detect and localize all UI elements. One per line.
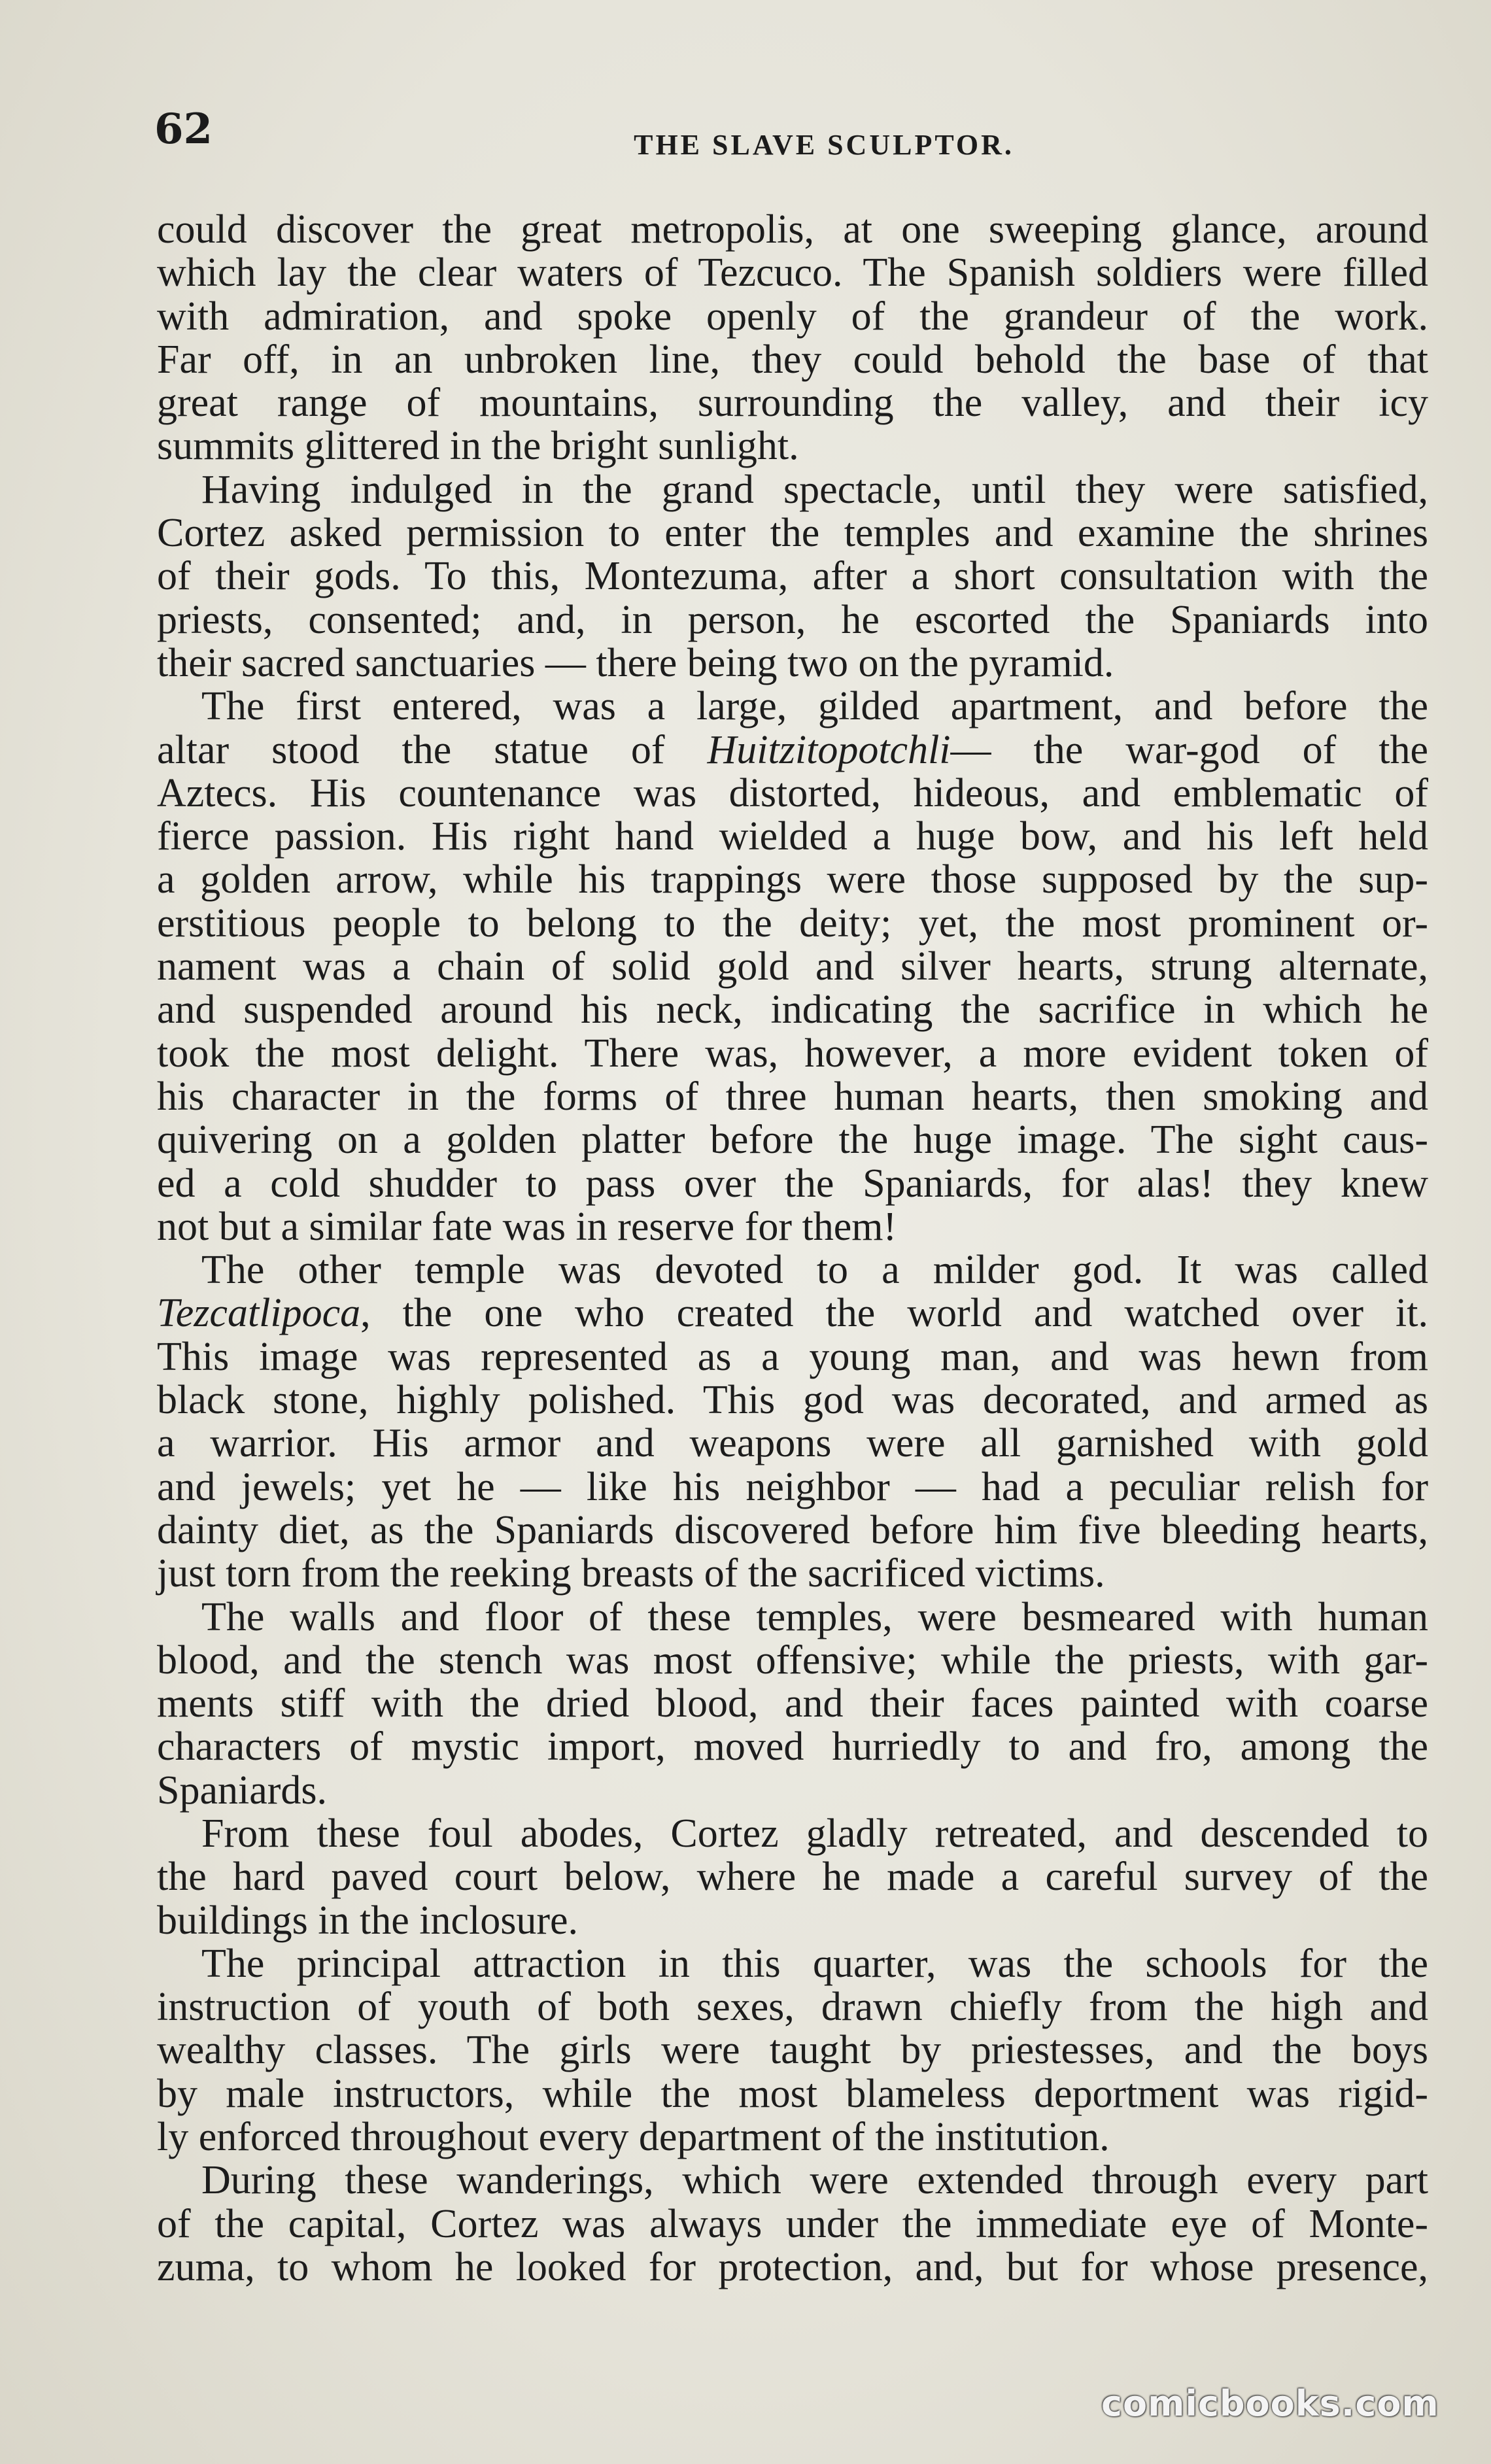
deity-name: Tezcatlipoca <box>157 1291 361 1336</box>
text-line: which lay the clear waters of Tezcuco. The Spanish soldiers were filled <box>157 250 1428 296</box>
text-line: Cortez asked permission to enter the temples and examine the shrines <box>157 511 1428 556</box>
text-line: buildings in the inclosure. <box>157 1898 579 1943</box>
text-line: by male instructors, while the most blameless deportment was rigid- <box>157 2071 1428 2116</box>
text-line: Having indulged in the grand spectacle, until they were satisfied, <box>201 467 1428 512</box>
text-line: The walls and floor of these temples, were besmeared with human <box>201 1594 1428 1639</box>
text-line: a warrior. His armor and weapons were all garnished with gold <box>157 1421 1428 1466</box>
text-line: The first entered, was a large, gilded apartment, and before the <box>201 684 1428 729</box>
text-line: of the capital, Cortez was always under the immediate eye of Monte- <box>157 2201 1428 2246</box>
text-line: erstitious people to belong to the deity; yet, the most prominent or- <box>157 900 1428 946</box>
text-line: their sacred sanctuaries — there being two on the pyramid. <box>157 640 1114 685</box>
text-line: ly enforced throughout every department of the institution. <box>157 2115 1110 2160</box>
text-line: Far off, in an unbroken line, they could behold the base of that <box>157 337 1428 382</box>
text-line <box>157 1292 1428 1335</box>
text-line: This image was represented as a young man, and was hewn from <box>157 1334 1428 1379</box>
watermark: comicbooks.com <box>1101 2383 1439 2424</box>
text-line: and jewels; yet he — like his neighbor — had a peculiar relish for <box>157 1464 1428 1509</box>
text-line: not but a similar fate was in reserve for them! <box>157 1204 897 1249</box>
text-line: zuma, to whom he looked for protection, and, but for whose presence, <box>157 2244 1428 2289</box>
text-segment: — the war-god of the <box>950 727 1429 772</box>
deity-name: Huitzitopotchli <box>707 727 951 772</box>
text-line: black stone, highly polished. This god was decorated, and armed as <box>157 1378 1428 1423</box>
text-line: characters of mystic import, moved hurriedly to and fro, among the <box>157 1724 1428 1770</box>
text-segment: altar stood the statue of <box>157 727 665 772</box>
text-line <box>157 728 1428 772</box>
text-line: ed a cold shudder to pass over the Spaniards, for alas! they knew <box>157 1161 1428 1206</box>
text-line: wealthy classes. The girls were taught by priestesses, and the boys <box>157 2028 1428 2073</box>
text-line: The principal attraction in this quarter, was the schools for the <box>201 1941 1428 1986</box>
running-head: THE SLAVE SCULPTOR. <box>634 129 1014 161</box>
text-line: great range of mountains, surrounding the valley, and their icy <box>157 381 1428 426</box>
page-number: 62 <box>154 105 213 154</box>
text-line: and suspended around his neck, indicating the sacrifice in which he <box>157 987 1428 1033</box>
text-line: Spaniards. <box>157 1768 328 1813</box>
text-line: blood, and the stench was most offensive; while the priests, with gar- <box>157 1637 1428 1683</box>
text-segment: , the one who created the world and watched over it. <box>360 1291 1428 1336</box>
text-line: nament was a chain of solid gold and silver hearts, strung alternate, <box>157 944 1428 989</box>
text-line: a golden arrow, while his trappings were those supposed by the sup- <box>157 857 1428 902</box>
text-line: ments stiff with the dried blood, and their faces painted with coarse <box>157 1681 1428 1726</box>
text-line: summits glittered in the bright sunlight. <box>157 424 799 469</box>
text-line: Aztecs. His countenance was distorted, hideous, and emblematic of <box>157 770 1428 815</box>
text-line: From these foul abodes, Cortez gladly retreated, and descended to <box>201 1811 1428 1856</box>
text-line: quivering on a golden platter before the huge image. The sight caus- <box>157 1118 1428 1163</box>
text-line: During these wanderings, which were extended through every part <box>201 2158 1428 2203</box>
text-line: the hard paved court below, where he made a careful survey of the <box>157 1855 1428 1900</box>
text-line: The other temple was devoted to a milder god. It was called <box>201 1248 1428 1293</box>
text-line: instruction of youth of both sexes, drawn chiefly from the high and <box>157 1985 1428 2030</box>
text-line: just torn from the reeking breasts of the sacrificed victims. <box>157 1551 1105 1596</box>
text-line: fierce passion. His right hand wielded a huge bow, and his left held <box>157 814 1428 859</box>
text-line: dainty diet, as the Spaniards discovered before him five bleeding hearts, <box>157 1507 1428 1552</box>
text-line: of their gods. To this, Montezuma, after a short consultation with the <box>157 554 1428 599</box>
text-line: could discover the great metropolis, at one sweeping glance, around <box>157 207 1428 252</box>
body-text <box>157 208 1428 2289</box>
text-line: his character in the forms of three human hearts, then smoking and <box>157 1074 1428 1119</box>
text-line: priests, consented; and, in person, he escorted the Spaniards into <box>157 597 1428 642</box>
text-line: took the most delight. There was, however, a more evident token of <box>157 1031 1428 1076</box>
text-line: with admiration, and spoke openly of the grandeur of the work. <box>157 294 1428 339</box>
